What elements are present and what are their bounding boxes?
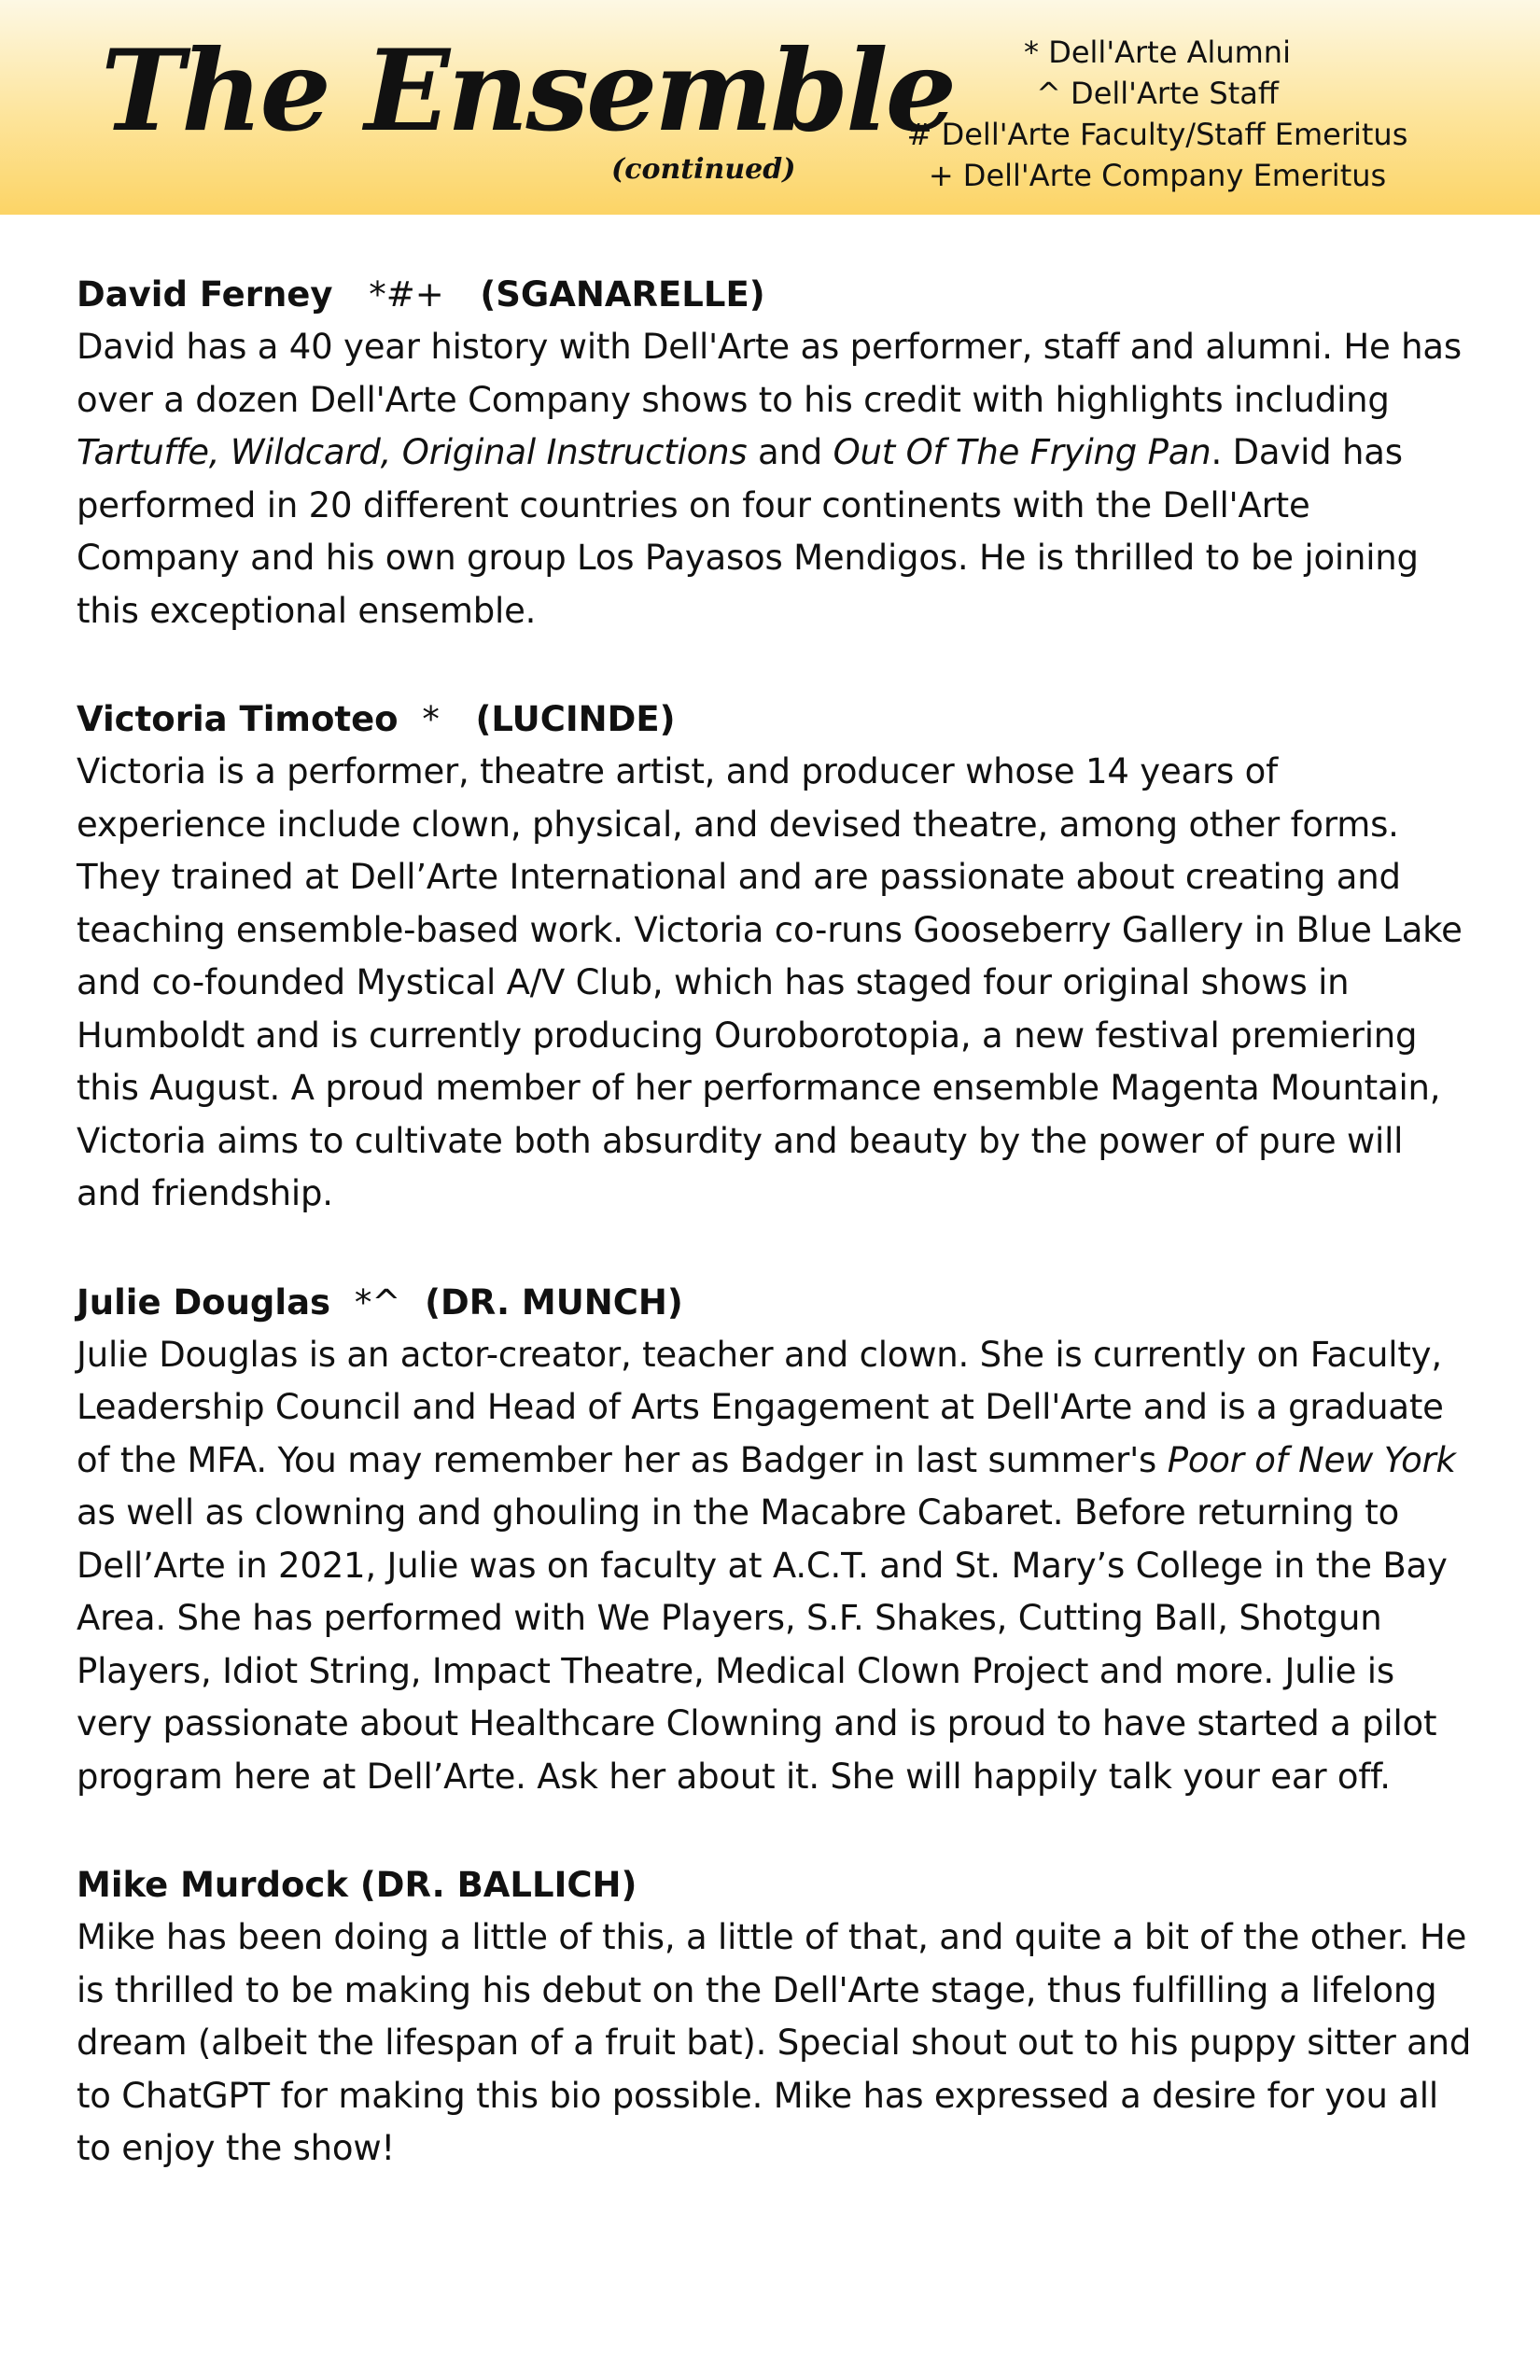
performer-name: Mike Murdock bbox=[77, 1865, 348, 1905]
bio-text bbox=[77, 321, 1477, 637]
bio-entry bbox=[77, 1277, 1477, 1804]
character-role: (DR. BALLICH) bbox=[359, 1865, 637, 1905]
bio-text-run: Victoria is a performer, theatre artist, and producer whose 14 years of experience include clown, physical, and devised theatre, among other forms. They trained at Dell’Arte International and are passionate about creating and teaching ensemble-based work. Victoria co-runs Gooseberry Gallery in Blue Lake and co-founded Mystical A/V Club, which has staged four original shows in Humboldt and is currently producing Ouroborotopia, a new festival premiering this August. A proud member of her performance ensemble Magenta Mountain, Victoria aims to cultivate both absurdity and beauty by the power of pure will and friendship. bbox=[77, 751, 1463, 1213]
affiliation-marks: *^ bbox=[354, 1281, 401, 1323]
character-role: (DR. MUNCH) bbox=[425, 1281, 683, 1323]
show-title: Poor of New York bbox=[1167, 1439, 1456, 1480]
bio-entry bbox=[77, 693, 1477, 1221]
bio-heading bbox=[77, 1277, 1477, 1329]
page-title: The Ensemble bbox=[101, 25, 955, 157]
legend-item: + Dell'Arte Company Emeritus bbox=[928, 158, 1387, 193]
bio-heading bbox=[77, 269, 1477, 321]
symbol-legend bbox=[840, 32, 1475, 196]
legend-item: * Dell'Arte Alumni bbox=[1024, 35, 1291, 70]
bio-text-run: . David has performed in 20 different countries on four continents with the Dell'Arte Company and his own group Los Payasos Mendigos. He is thrilled to be joining this exceptional ensemble. bbox=[77, 432, 1419, 631]
bio-text-run: Julie Douglas is an actor-creator, teacher and clown. She is currently on Faculty, Leadership Council and Head of Arts Engagement at Dell'Arte and is a graduate of the MFA. You may remember her as Badger in last summer's bbox=[77, 1334, 1444, 1480]
bio-heading bbox=[77, 693, 1477, 746]
bio-heading bbox=[77, 1859, 1477, 1911]
header-banner bbox=[0, 0, 1540, 215]
performer-name: Victoria Timoteo bbox=[77, 699, 399, 739]
affiliation-marks: *#+ bbox=[369, 274, 444, 315]
bio-text-run: Mike has been doing a little of this, a little of that, and quite a bit of the other. He is thrilled to be making his debut on the Dell'Arte stage, thus fulfilling a lifelong dream (albeit the lifespan of a fruit bat). Special shout out to his puppy sitter and to ChatGPT for making this bio possible. Mike has expressed a desire for you all to enjoy the show! bbox=[77, 1917, 1472, 2168]
character-role: (SGANARELLE) bbox=[480, 274, 765, 315]
bio-entry bbox=[77, 1859, 1477, 2176]
bio-entry bbox=[77, 269, 1477, 637]
legend-item: # Dell'Arte Faculty/Staff Emeritus bbox=[906, 117, 1408, 152]
affiliation-marks: * bbox=[422, 699, 440, 739]
bio-text-run: as well as clowning and ghouling in the Macabre Cabaret. Before returning to Dell’Arte in 2021, Julie was on faculty at A.C.T. and St. Mary’s College in the Bay Area. She has performed with We Players, S.F. Shakes, Cutting Ball, Shotgun Players, Idiot String, Impact Theatre, Medical Clown Project and more. Julie is very passionate about Healthcare Clowning and is proud to have started a pilot program here at Dell’Arte. Ask her about it. She will happily talk your ear off. bbox=[77, 1492, 1448, 1797]
page-subtitle: (continued) bbox=[611, 153, 796, 186]
show-title: Tartuffe, Wildcard, Original Instructions bbox=[77, 432, 748, 472]
performer-name: Julie Douglas bbox=[77, 1281, 331, 1323]
character-role: (LUCINDE) bbox=[475, 699, 676, 739]
performer-name: David Ferney bbox=[77, 274, 333, 315]
bio-text bbox=[77, 1911, 1477, 2176]
bio-text bbox=[77, 746, 1477, 1221]
bio-list bbox=[77, 269, 1477, 2232]
legend-item: ^ Dell'Arte Staff bbox=[1036, 76, 1279, 111]
bio-text bbox=[77, 1329, 1477, 1804]
show-title: Out Of The Frying Pan bbox=[833, 432, 1211, 472]
bio-text-run: and bbox=[747, 432, 833, 472]
bio-text-run: David has a 40 year history with Dell'Arte as performer, staff and alumni. He has over a dozen Dell'Arte Company shows to his credit with highlights including bbox=[77, 327, 1462, 420]
